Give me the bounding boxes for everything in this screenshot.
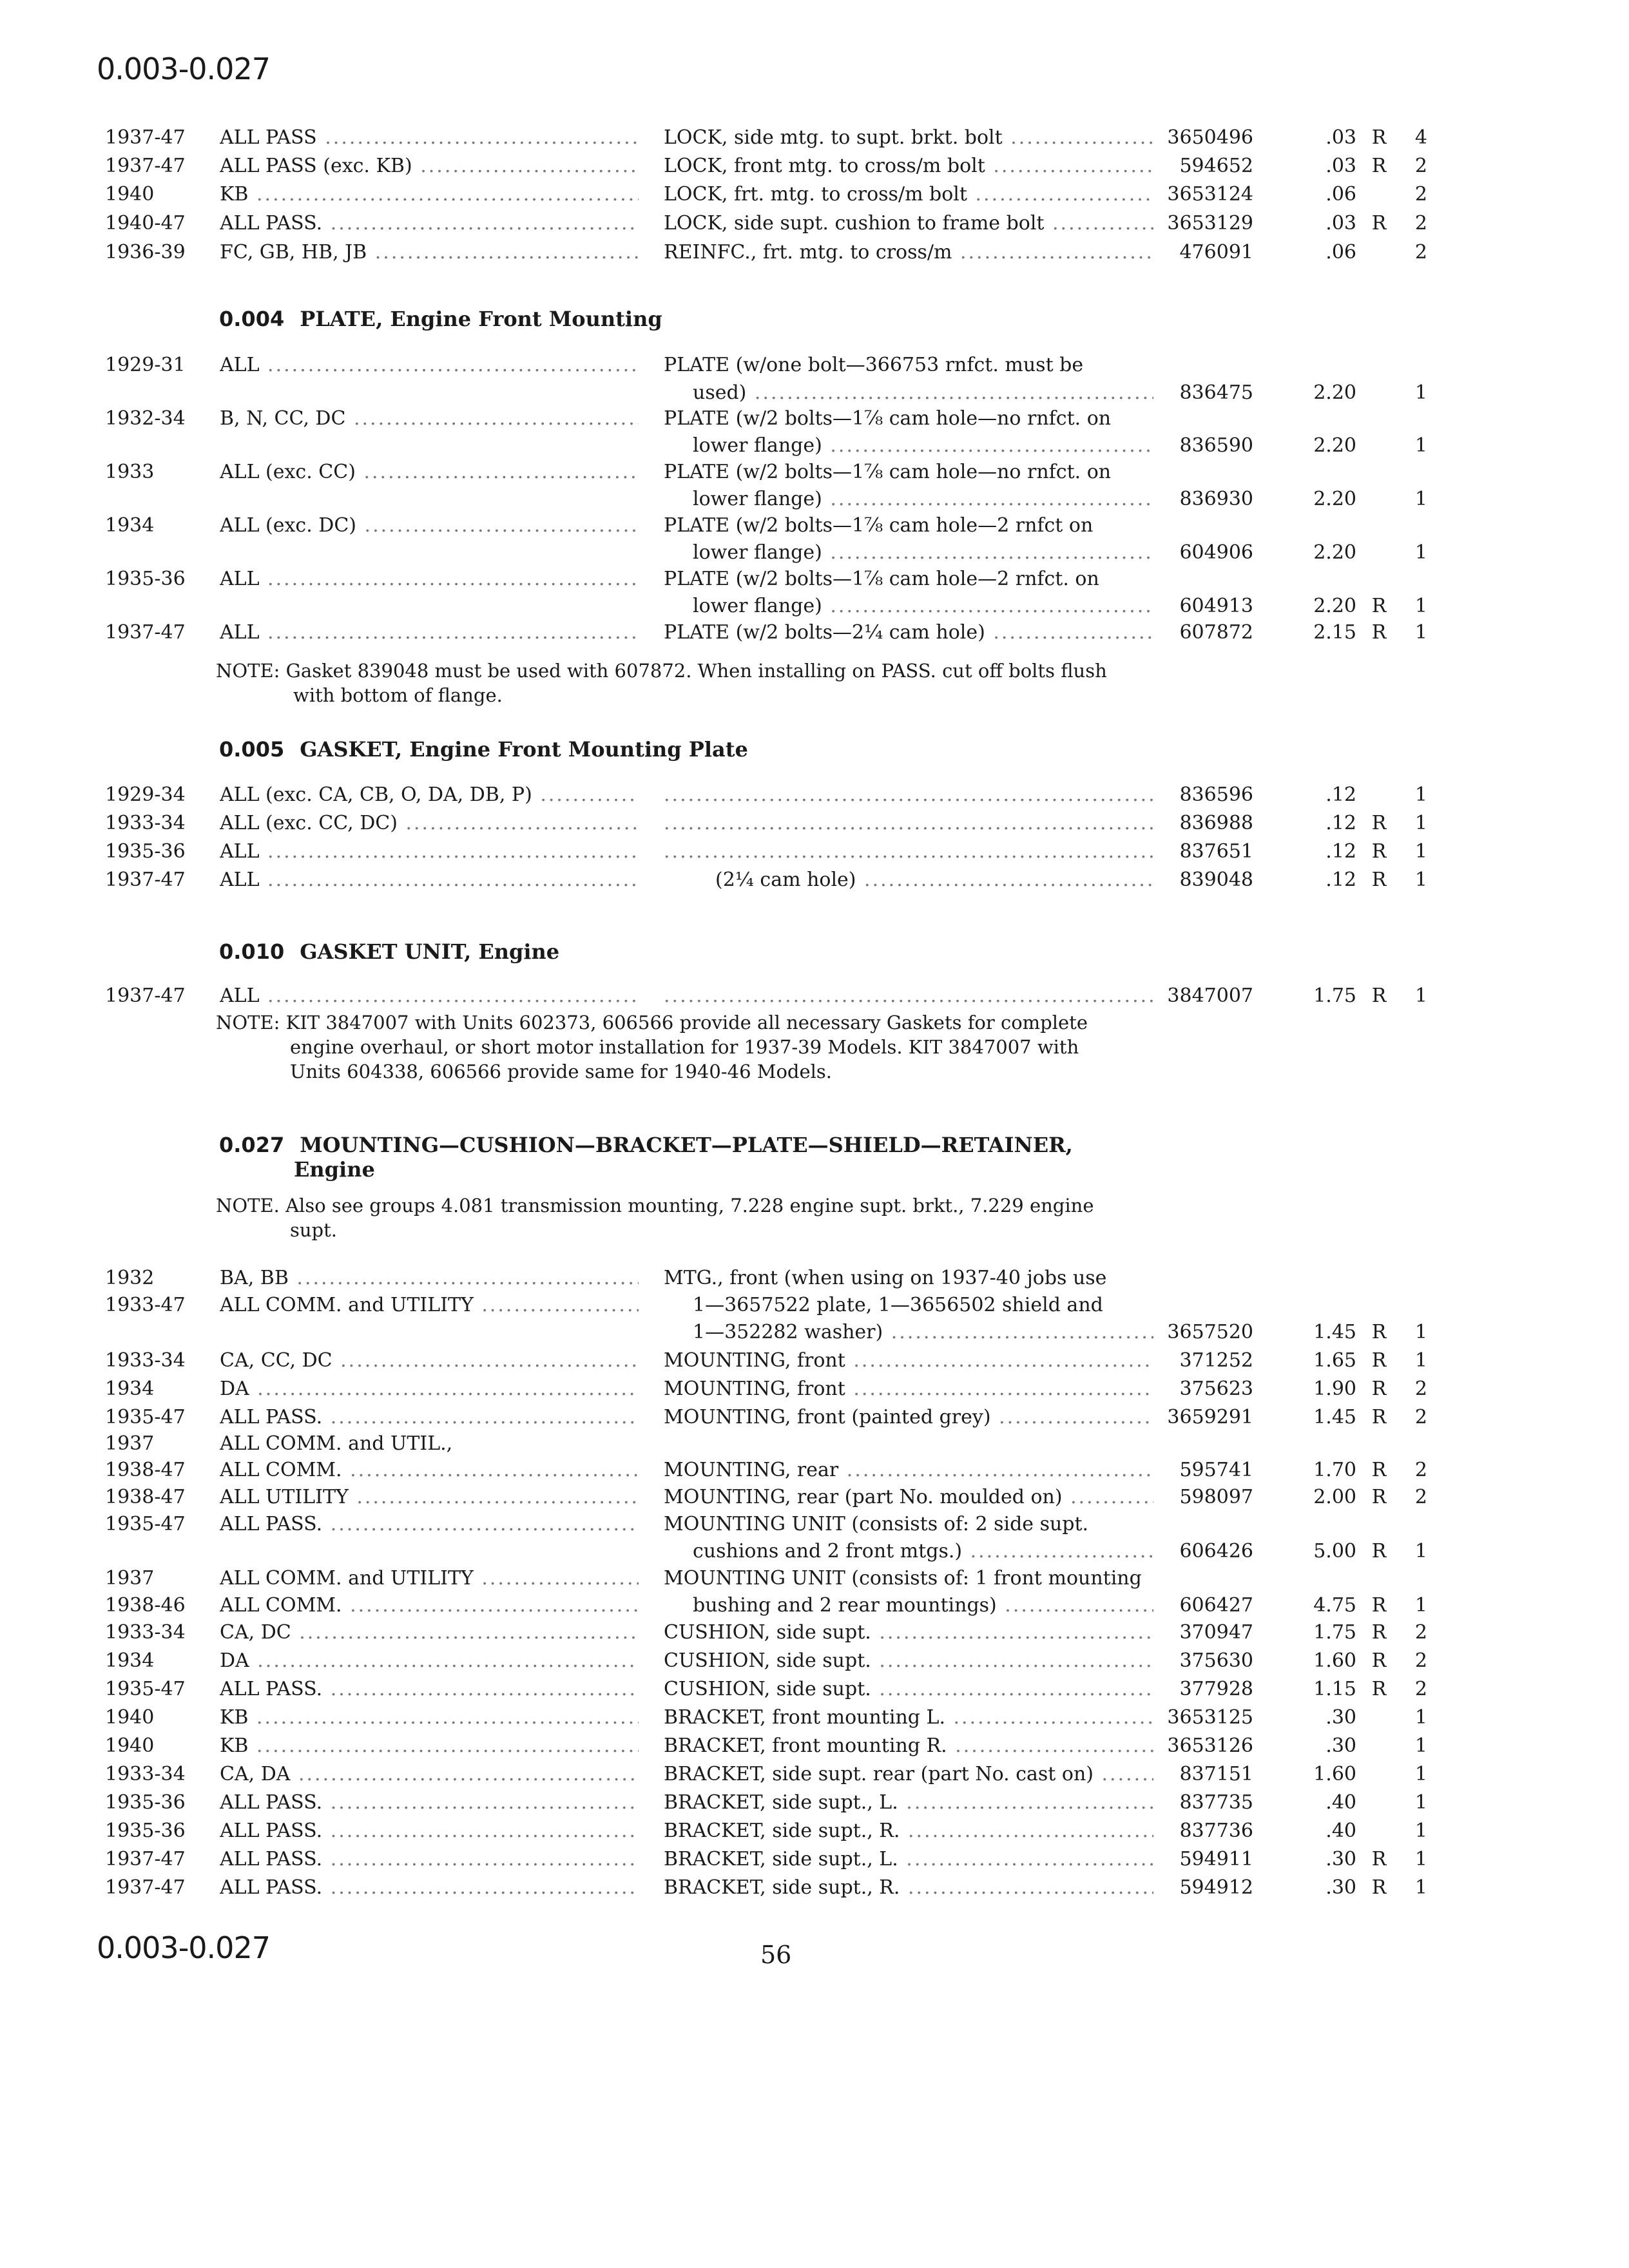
quantity: 2 — [1414, 183, 1427, 206]
section-number: 0.004 — [219, 307, 285, 331]
quantity: 2 — [1414, 1378, 1427, 1400]
part-description: PLATE (w/2 bolts—1⅞ cam hole—no rnfct. on — [664, 407, 1112, 430]
quantity: 1 — [1414, 1706, 1427, 1729]
part-description: PLATE (w/one bolt—366753 rnfct. must be — [664, 354, 1084, 376]
price: 2.00 — [1313, 1486, 1356, 1508]
year-range: 1933-47 — [105, 1294, 186, 1316]
section-number: 0.010 — [219, 939, 285, 964]
quantity: 1 — [1414, 595, 1427, 617]
year-range: 1934 — [105, 514, 155, 537]
price: .40 — [1325, 1820, 1356, 1842]
r-flag: R — [1371, 1321, 1387, 1343]
price: 2.20 — [1313, 595, 1356, 617]
price: .30 — [1325, 1735, 1356, 1757]
r-flag: R — [1371, 1621, 1387, 1644]
part-description: MTG., front (when using on 1937-40 jobs use — [664, 1267, 1107, 1289]
part-number: 594652 — [1179, 155, 1253, 177]
year-range: 1937-47 — [105, 155, 186, 177]
part-description: PLATE (w/2 bolts—1⅞ cam hole—2 rnfct. on — [664, 568, 1099, 590]
part-description: BRACKET, side supt., L. ..... — [664, 1845, 1153, 1874]
part-description: lower flange) ..... — [664, 485, 1153, 514]
models: FC, GB, HB, JB ..... — [220, 238, 639, 267]
models: ALL PASS. ..... — [220, 209, 639, 238]
year-range: 1940 — [105, 1735, 155, 1757]
note — [216, 658, 1157, 707]
year-range: 1940-47 — [105, 212, 186, 235]
price: .06 — [1325, 241, 1356, 264]
price: 2.20 — [1313, 541, 1356, 564]
models: ALL PASS ..... — [220, 124, 639, 152]
quantity: 2 — [1414, 1649, 1427, 1672]
quantity: 1 — [1414, 1848, 1427, 1870]
r-flag: R — [1371, 812, 1387, 834]
part-description: BRACKET, front mounting R. ..... — [664, 1732, 1153, 1760]
section-title: PLATE, Engine Front Mounting — [300, 307, 662, 331]
models: ALL ..... — [220, 565, 639, 593]
year-range: 1937-47 — [105, 621, 186, 644]
r-flag: R — [1371, 1848, 1387, 1870]
part-number: 837736 — [1179, 1820, 1253, 1842]
year-range: 1935-47 — [105, 1678, 186, 1700]
quantity: 2 — [1414, 155, 1427, 177]
year-range: 1933-34 — [105, 812, 186, 834]
price: 1.60 — [1313, 1763, 1356, 1785]
quantity: 1 — [1414, 1735, 1427, 1757]
price: 5.00 — [1313, 1540, 1356, 1562]
part-number: 594912 — [1179, 1876, 1253, 1899]
part-number: 598097 — [1179, 1486, 1253, 1508]
part-number: 375630 — [1179, 1649, 1253, 1672]
models: ALL ..... — [220, 866, 639, 894]
part-description: MOUNTING, rear (part No. moulded on) ..... — [664, 1483, 1153, 1512]
part-description: LOCK, side mtg. to supt. brkt. bolt ..... — [664, 124, 1153, 152]
part-description: (2¼ cam hole) ..... — [664, 866, 1153, 894]
part-number: 836930 — [1179, 488, 1253, 510]
year-range: 1938-47 — [105, 1459, 186, 1481]
part-description: PLATE (w/2 bolts—1⅞ cam hole—no rnfct. on — [664, 461, 1112, 483]
section-number: 0.027 — [219, 1133, 285, 1157]
models: ALL ..... — [220, 982, 639, 1010]
year-range: 1936-39 — [105, 241, 186, 264]
part-description: CUSHION, side supt. ..... — [664, 1619, 1153, 1647]
part-number: 377928 — [1179, 1678, 1253, 1700]
models: ALL (exc. DC) ..... — [220, 512, 639, 540]
quantity: 1 — [1414, 1349, 1427, 1372]
quantity: 1 — [1414, 1321, 1427, 1343]
part-number: 476091 — [1179, 241, 1253, 264]
page-header: 0.003-0.027 — [97, 52, 270, 86]
models: KB ..... — [220, 180, 639, 209]
models: KB ..... — [220, 1704, 639, 1732]
r-flag: R — [1371, 1459, 1387, 1481]
part-number: 3650496 — [1167, 126, 1253, 149]
price: 2.20 — [1313, 381, 1356, 404]
models: ALL PASS. ..... — [220, 1789, 639, 1817]
price: 1.90 — [1313, 1378, 1356, 1400]
models: ALL PASS (exc. KB) ..... — [220, 152, 639, 180]
section-number: 0.005 — [219, 737, 285, 762]
price: 1.65 — [1313, 1349, 1356, 1372]
part-number: 606427 — [1179, 1594, 1253, 1617]
part-description: MOUNTING, front ..... — [664, 1347, 1153, 1375]
part-number: 3653124 — [1167, 183, 1253, 206]
r-flag: R — [1371, 212, 1387, 235]
section-title: MOUNTING—CUSHION—BRACKET—PLATE—SHIELD—RETAINER, — [300, 1133, 1073, 1157]
quantity: 1 — [1414, 381, 1427, 404]
part-number: 595741 — [1179, 1459, 1253, 1481]
price: 1.60 — [1313, 1649, 1356, 1672]
part-number: 3657520 — [1167, 1321, 1253, 1343]
year-range: 1937-47 — [105, 869, 186, 891]
part-description: 1—352282 washer) ..... — [664, 1318, 1153, 1347]
part-description: PLATE (w/2 bolts—2¼ cam hole) ..... — [664, 619, 1153, 647]
price: .12 — [1325, 840, 1356, 863]
quantity: 1 — [1414, 541, 1427, 564]
models: ALL PASS. ..... — [220, 1845, 639, 1874]
part-number: 837151 — [1179, 1763, 1253, 1785]
quantity: 2 — [1414, 1486, 1427, 1508]
section-title: Engine — [294, 1157, 375, 1182]
year-range: 1935-47 — [105, 1406, 186, 1428]
part-description: lower flange) ..... — [664, 432, 1153, 460]
price: 2.20 — [1313, 434, 1356, 457]
part-description: BRACKET, side supt. rear (part No. cast on) ..... — [664, 1760, 1153, 1789]
part-description: lower flange) ..... — [664, 539, 1153, 567]
note-line: NOTE: KIT 3847007 with Units 602373, 606566 provide all necessary Gaskets for complete — [216, 1012, 1088, 1033]
part-description: MOUNTING, front ..... — [664, 1375, 1153, 1403]
note-line: NOTE: Gasket 839048 must be used with 607872. When installing on PASS. cut off bolts flush — [216, 660, 1107, 682]
part-description: 1—3657522 plate, 1—3656502 shield and — [693, 1294, 1103, 1316]
year-range: 1937 — [105, 1432, 155, 1455]
models: B, N, CC, DC ..... — [220, 405, 639, 433]
section-heading — [219, 1133, 1073, 1157]
r-flag: R — [1371, 1349, 1387, 1372]
part-number: 839048 — [1179, 869, 1253, 891]
year-range: 1937 — [105, 1567, 155, 1590]
models: ALL (exc. CC, DC) ..... — [220, 809, 639, 838]
part-description — [664, 781, 1153, 809]
part-number: 3847007 — [1167, 985, 1253, 1007]
note — [216, 1193, 1157, 1242]
quantity: 1 — [1414, 1820, 1427, 1842]
part-number: 370947 — [1179, 1621, 1253, 1644]
page-footer: 0.003-0.027 — [97, 1930, 270, 1965]
part-description: MOUNTING, front (painted grey) ..... — [664, 1403, 1153, 1432]
models: CA, DA ..... — [220, 1760, 639, 1789]
r-flag: R — [1371, 155, 1387, 177]
part-description — [664, 838, 1153, 866]
quantity: 1 — [1414, 840, 1427, 863]
part-description: LOCK, front mtg. to cross/m bolt ..... — [664, 152, 1153, 180]
year-range: 1934 — [105, 1649, 155, 1672]
quantity: 2 — [1414, 241, 1427, 264]
r-flag: R — [1371, 869, 1387, 891]
models: ALL COMM. ..... — [220, 1591, 639, 1620]
price: .30 — [1325, 1706, 1356, 1729]
part-description: BRACKET, side supt., R. ..... — [664, 1817, 1153, 1845]
quantity: 1 — [1414, 869, 1427, 891]
part-number: 604913 — [1179, 595, 1253, 617]
quantity: 1 — [1414, 1540, 1427, 1562]
models: ALL ..... — [220, 838, 639, 866]
note-line: Units 604338, 606566 provide same for 1940-46 Models. — [290, 1061, 832, 1082]
part-number: 3653129 — [1167, 212, 1253, 235]
quantity: 1 — [1414, 1763, 1427, 1785]
r-flag: R — [1371, 1378, 1387, 1400]
part-number: 836475 — [1179, 381, 1253, 404]
r-flag: R — [1371, 1486, 1387, 1508]
price: 2.20 — [1313, 488, 1356, 510]
quantity: 1 — [1414, 1791, 1427, 1814]
part-description: LOCK, side supt. cushion to frame bolt ..... — [664, 209, 1153, 238]
part-number: 375623 — [1179, 1378, 1253, 1400]
section-heading-continued — [294, 1157, 375, 1182]
part-number: 837735 — [1179, 1791, 1253, 1814]
year-range: 1933-34 — [105, 1621, 186, 1644]
r-flag: R — [1371, 1540, 1387, 1562]
models: CA, DC ..... — [220, 1619, 639, 1647]
year-range: 1938-46 — [105, 1594, 186, 1617]
year-range: 1935-36 — [105, 568, 186, 590]
price: 1.45 — [1313, 1321, 1356, 1343]
price: .03 — [1325, 126, 1356, 149]
price: .30 — [1325, 1876, 1356, 1899]
year-range: 1937-47 — [105, 126, 186, 149]
part-number: 594911 — [1179, 1848, 1253, 1870]
note-line: engine overhaul, or short motor installation for 1937-39 Models. KIT 3847007 with — [290, 1036, 1079, 1058]
year-range: 1940 — [105, 183, 155, 206]
year-range: 1940 — [105, 1706, 155, 1729]
year-range: 1935-36 — [105, 1791, 186, 1814]
part-description: lower flange) ..... — [664, 592, 1153, 620]
models: DA ..... — [220, 1647, 639, 1675]
price: .40 — [1325, 1791, 1356, 1814]
r-flag: R — [1371, 1876, 1387, 1899]
quantity: 4 — [1414, 126, 1427, 149]
year-range: 1937-47 — [105, 1848, 186, 1870]
part-description: BRACKET, front mounting L. ..... — [664, 1704, 1153, 1732]
price: 4.75 — [1313, 1594, 1356, 1617]
part-description — [664, 809, 1153, 838]
models: DA ..... — [220, 1375, 639, 1403]
section-title: GASKET UNIT, Engine — [300, 939, 560, 964]
year-range: 1933-34 — [105, 1349, 186, 1372]
part-description — [664, 982, 1153, 1010]
part-description: BRACKET, side supt., R. ..... — [664, 1874, 1153, 1902]
section-heading — [219, 939, 559, 964]
note-line: supt. — [290, 1219, 337, 1241]
quantity: 1 — [1414, 812, 1427, 834]
models: ALL COMM. and UTILITY ..... — [220, 1564, 639, 1593]
part-number: 837651 — [1179, 840, 1253, 863]
models: ALL PASS. ..... — [220, 1510, 639, 1539]
quantity: 2 — [1414, 1459, 1427, 1481]
r-flag: R — [1371, 840, 1387, 863]
year-range: 1937-47 — [105, 985, 186, 1007]
models: ALL PASS. ..... — [220, 1817, 639, 1845]
models: ALL PASS. ..... — [220, 1403, 639, 1432]
year-range: 1932-34 — [105, 407, 186, 430]
price: .03 — [1325, 212, 1356, 235]
price: 1.45 — [1313, 1406, 1356, 1428]
part-description: MOUNTING UNIT (consists of: 2 side supt. — [664, 1513, 1089, 1535]
part-description: MOUNTING, rear ..... — [664, 1456, 1153, 1485]
price: .30 — [1325, 1848, 1356, 1870]
r-flag: R — [1371, 1594, 1387, 1617]
part-number: 836590 — [1179, 434, 1253, 457]
price: .06 — [1325, 183, 1356, 206]
models: KB ..... — [220, 1732, 639, 1760]
price: 1.75 — [1313, 985, 1356, 1007]
models: BA, BB ..... — [220, 1264, 639, 1293]
year-range: 1937-47 — [105, 1876, 186, 1899]
quantity: 1 — [1414, 434, 1427, 457]
quantity: 1 — [1414, 985, 1427, 1007]
models: ALL ..... — [220, 351, 639, 380]
price: .12 — [1325, 783, 1356, 806]
quantity: 1 — [1414, 783, 1427, 806]
quantity: 2 — [1414, 1621, 1427, 1644]
year-range: 1933-34 — [105, 1763, 186, 1785]
year-range: 1938-47 — [105, 1486, 186, 1508]
page-number: 56 — [760, 1941, 792, 1969]
r-flag: R — [1371, 1649, 1387, 1672]
quantity: 1 — [1414, 621, 1427, 644]
price: 1.70 — [1313, 1459, 1356, 1481]
quantity: 2 — [1414, 1678, 1427, 1700]
year-range: 1929-31 — [105, 354, 186, 376]
part-description: used) ..... — [664, 379, 1153, 407]
models: ALL COMM. and UTILITY ..... — [220, 1291, 639, 1320]
models: CA, CC, DC ..... — [220, 1347, 639, 1375]
part-description: bushing and 2 rear mountings) ..... — [664, 1591, 1153, 1620]
models: ALL (exc. CC) ..... — [220, 458, 639, 486]
models: ALL COMM. ..... — [220, 1456, 639, 1485]
quantity: 2 — [1414, 1406, 1427, 1428]
note-line: with bottom of flange. — [293, 684, 503, 706]
models: ALL (exc. CA, CB, O, DA, DB, P) ..... — [220, 781, 639, 809]
part-description: CUSHION, side supt. ..... — [664, 1675, 1153, 1704]
part-description: CUSHION, side supt. ..... — [664, 1647, 1153, 1675]
section-heading — [219, 737, 748, 762]
price: .12 — [1325, 869, 1356, 891]
part-number: 607872 — [1179, 621, 1253, 644]
year-range: 1929-34 — [105, 783, 186, 806]
part-description: LOCK, frt. mtg. to cross/m bolt ..... — [664, 180, 1153, 209]
quantity: 1 — [1414, 1876, 1427, 1899]
r-flag: R — [1371, 985, 1387, 1007]
price: .12 — [1325, 812, 1356, 834]
r-flag: R — [1371, 1678, 1387, 1700]
year-range: 1934 — [105, 1378, 155, 1400]
part-description: PLATE (w/2 bolts—1⅞ cam hole—2 rnfct on — [664, 514, 1094, 537]
part-number: 836988 — [1179, 812, 1253, 834]
part-number: 3659291 — [1167, 1406, 1253, 1428]
price: 1.75 — [1313, 1621, 1356, 1644]
r-flag: R — [1371, 126, 1387, 149]
r-flag: R — [1371, 1406, 1387, 1428]
section-heading — [219, 307, 662, 331]
models: ALL PASS. ..... — [220, 1675, 639, 1704]
part-number: 371252 — [1179, 1349, 1253, 1372]
year-range: 1935-47 — [105, 1513, 186, 1535]
part-number: 3653125 — [1167, 1706, 1253, 1729]
models: ALL UTILITY ..... — [220, 1483, 639, 1512]
quantity: 1 — [1414, 488, 1427, 510]
quantity: 1 — [1414, 1594, 1427, 1617]
part-number: 604906 — [1179, 541, 1253, 564]
price: 1.15 — [1313, 1678, 1356, 1700]
part-number: 3653126 — [1167, 1735, 1253, 1757]
quantity: 2 — [1414, 212, 1427, 235]
models: ALL ..... — [220, 619, 639, 647]
r-flag: R — [1371, 595, 1387, 617]
models: ALL PASS. ..... — [220, 1874, 639, 1902]
year-range: 1933 — [105, 461, 155, 483]
price: 2.15 — [1313, 621, 1356, 644]
part-number: 606426 — [1179, 1540, 1253, 1562]
part-description: cushions and 2 front mtgs.) ..... — [664, 1537, 1153, 1566]
part-description: BRACKET, side supt., L. ..... — [664, 1789, 1153, 1817]
part-description: REINFC., frt. mtg. to cross/m ..... — [664, 238, 1153, 267]
models: ALL COMM. and UTIL., — [220, 1432, 453, 1455]
r-flag: R — [1371, 621, 1387, 644]
year-range: 1935-36 — [105, 1820, 186, 1842]
part-number: 836596 — [1179, 783, 1253, 806]
price: .03 — [1325, 155, 1356, 177]
year-range: 1935-36 — [105, 840, 186, 863]
part-description: MOUNTING UNIT (consists of: 1 front mounting — [664, 1567, 1142, 1590]
note-line: NOTE. Also see groups 4.081 transmission mounting, 7.228 engine supt. brkt., 7.229 engine — [216, 1195, 1094, 1216]
section-title: GASKET, Engine Front Mounting Plate — [300, 737, 748, 762]
year-range: 1932 — [105, 1267, 155, 1289]
note — [216, 1010, 1157, 1084]
